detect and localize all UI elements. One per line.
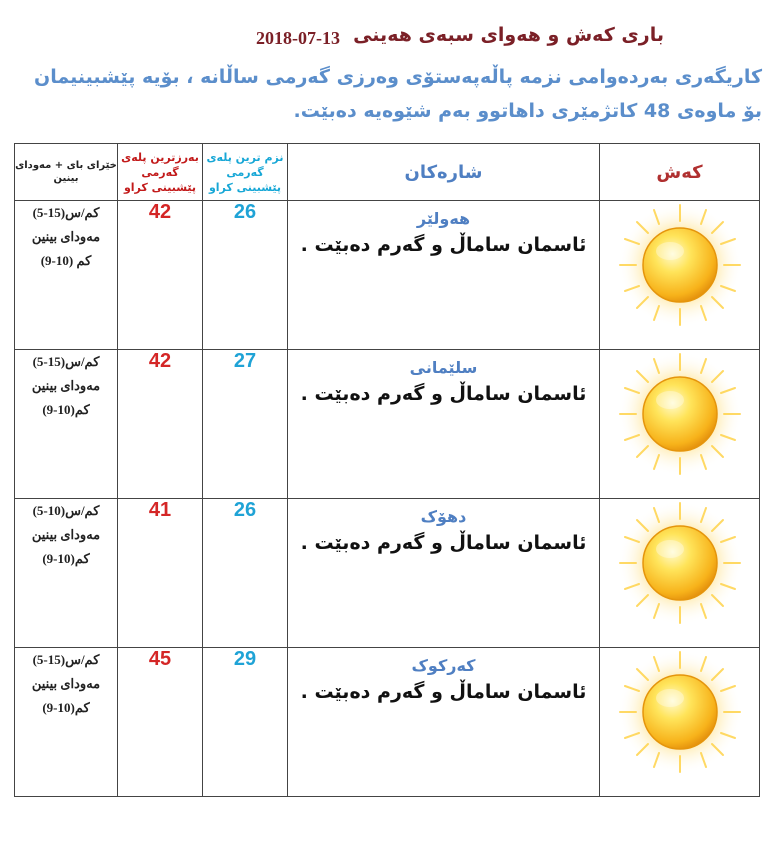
header-wind: خێرای بای + مەودای بینین (15, 144, 118, 201)
header-sky: کەش (600, 144, 760, 201)
header-city: شارەکان (288, 144, 600, 201)
sky-cell (600, 350, 760, 499)
table-row (15, 350, 760, 499)
wind-cell (15, 648, 118, 797)
visibility-range: (9-10) کم (40, 253, 92, 268)
forecast-date: 2018-07-13 (256, 28, 340, 48)
visibility-label: مەودای بینین (31, 527, 101, 542)
sun-icon (616, 350, 744, 478)
max-temp: 42 (118, 350, 203, 499)
wind-cell (15, 201, 118, 350)
weather-description: ئاسمان ساماڵ و گەرم دەبێت . (300, 383, 587, 405)
wind-cell (15, 499, 118, 648)
weather-description: ئاسمان ساماڵ و گەرم دەبێت . (300, 234, 587, 256)
visibility-label: مەودای بینین (31, 378, 101, 393)
city-cell (288, 350, 600, 499)
sky-cell (600, 648, 760, 797)
table-header-row (15, 144, 760, 201)
sky-cell (600, 499, 760, 648)
sun-icon (616, 201, 744, 329)
max-temp: 42 (118, 201, 203, 350)
weather-description: ئاسمان ساماڵ و گەرم دەبێت . (300, 681, 587, 703)
wind-speed: (5-15)کم/س (32, 205, 100, 220)
title-text: باری کەش و هەوای سبەی هەینی (353, 24, 664, 46)
visibility-range: (9-10)کم (42, 551, 90, 566)
table-row (15, 201, 760, 350)
min-temp: 26 (203, 201, 288, 350)
sun-icon (616, 648, 744, 776)
wind-speed: (5-10)کم/س (32, 503, 100, 518)
city-cell (288, 201, 600, 350)
wind-cell (15, 350, 118, 499)
visibility-range: (9-10)کم (42, 402, 90, 417)
max-temp: 45 (118, 648, 203, 797)
sun-icon (616, 499, 744, 627)
sky-cell (600, 201, 760, 350)
forecast-table (14, 143, 760, 797)
table-row (15, 648, 760, 797)
page-title (0, 24, 774, 56)
visibility-range: (9-10)کم (42, 700, 90, 715)
min-temp: 27 (203, 350, 288, 499)
header-max-temp: بەرزترین پلەی گەرمی پێشبینی کراو (118, 144, 203, 201)
wind-speed: (5-15)کم/س (32, 354, 100, 369)
city-name: سلێمانی (409, 358, 478, 377)
city-cell (288, 648, 600, 797)
min-temp: 26 (203, 499, 288, 648)
header-min-temp: نزم ترین پلەی گەرمی پێشبینی کراو (203, 144, 288, 201)
min-temp: 29 (203, 648, 288, 797)
weather-description: ئاسمان ساماڵ و گەرم دەبێت . (300, 532, 587, 554)
city-name: دهۆک (420, 507, 467, 526)
visibility-label: مەودای بینین (31, 676, 101, 691)
table-row (15, 499, 760, 648)
wind-speed: (5-15)کم/س (32, 652, 100, 667)
city-cell (288, 499, 600, 648)
max-temp: 41 (118, 499, 203, 648)
intro-text: کاریگەری بەردەوامی نزمە پاڵەپەستۆی وەرزی گەرمی ساڵانە ، بۆیە پێشبینیمان بۆ ماوەی 48 کاتژمێری داهاتوو بەم شێوەیە دەبێت. (34, 66, 762, 122)
city-name: کەرکوک (411, 656, 476, 675)
city-name: هەولێر (416, 209, 471, 228)
visibility-label: مەودای بینین (31, 229, 101, 244)
